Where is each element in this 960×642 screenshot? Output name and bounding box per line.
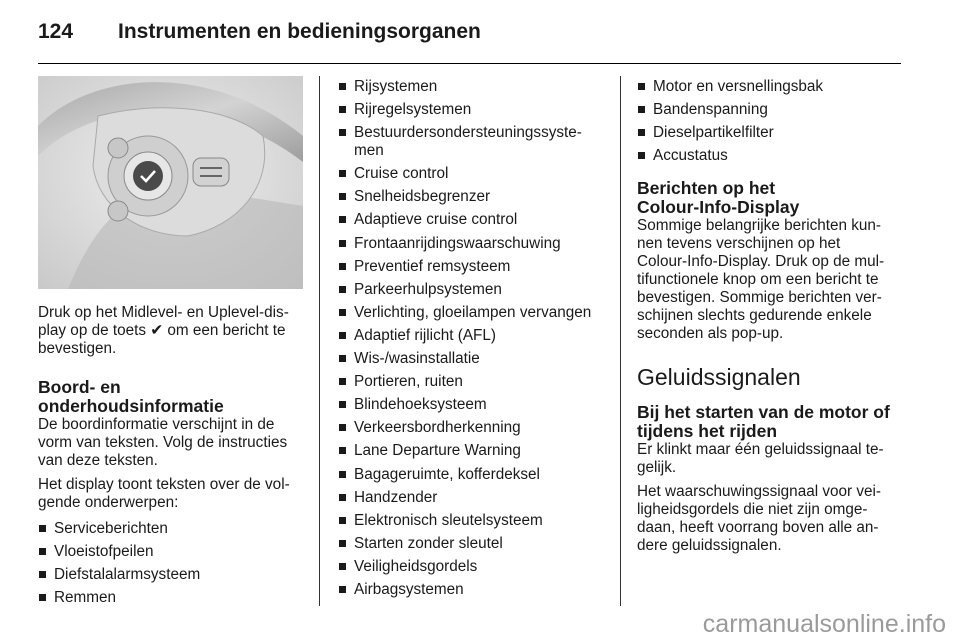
bullet-icon [339, 309, 346, 316]
bullet-icon [339, 447, 346, 454]
bullet-icon [339, 286, 346, 293]
checkmark-icon: ✔ [150, 322, 164, 339]
bullet-icon [39, 548, 46, 555]
bullet-icon [638, 129, 645, 136]
paragraph: De boordinformatie verschijnt in de vorm van teksten. Volg de instructies van deze teksten. [38, 416, 288, 469]
bullet-icon [339, 517, 346, 524]
list-item: Dieselpartikelfilter [637, 124, 907, 142]
column-2 [338, 78, 606, 604]
list-item: Vloeistofpeilen [38, 543, 308, 561]
bullet-icon [339, 563, 346, 570]
section-heading: Bij het starten van de motor of tijdens het rijden [637, 402, 890, 442]
list-item: Verkeersbordherkenning [338, 419, 606, 437]
bullet-icon [339, 129, 346, 136]
list-item: Serviceberichten [38, 520, 308, 538]
bullet-icon [339, 471, 346, 478]
bullet-icon [39, 594, 46, 601]
list-item: Motor en versnellingsbak [637, 78, 907, 96]
header-rule [38, 63, 901, 64]
list-item: Bagageruimte, kofferdeksel [338, 466, 606, 484]
bullet-icon [339, 540, 346, 547]
page-number: 124 [38, 20, 74, 43]
list-item: Diefstalalarmsysteem [38, 566, 308, 584]
column-divider-2 [620, 76, 621, 606]
list-item: Bestuurdersondersteuningssyste- men [338, 124, 606, 160]
paragraph: Er klinkt maar één geluidssignaal te- gelijk. [637, 441, 884, 477]
list-item: Veiligheidsgordels [338, 558, 606, 576]
list-item: Preventief remsysteem [338, 258, 606, 276]
list-item: Accustatus [637, 147, 907, 165]
paragraph: Het display toont teksten over de vol- gende onderwerpen: [38, 476, 290, 511]
bullet-icon [339, 106, 346, 113]
bullet-icon [339, 240, 346, 247]
chapter-heading: Geluidssignalen [637, 364, 801, 391]
intro-paragraph: Druk op het Midlevel- en Uplevel-dis- play op de toets ✔ om een bericht te bevestigen. [38, 304, 289, 357]
bullet-icon [339, 494, 346, 501]
bullet-icon [339, 586, 346, 593]
bullet-icon [339, 216, 346, 223]
list-item: Remmen [38, 589, 308, 607]
bullet-icon [638, 106, 645, 113]
list-item: Adaptieve cruise control [338, 211, 606, 229]
bullet-icon [339, 83, 346, 90]
page-title: Instrumenten en bedieningsorganen [118, 20, 481, 43]
list-item: Airbagsystemen [338, 581, 606, 599]
list-item: Blindehoeksysteem [338, 396, 606, 414]
bullet-icon [39, 525, 46, 532]
steering-wheel-illustration [38, 76, 303, 289]
bullet-icon [339, 263, 346, 270]
bullet-icon [339, 401, 346, 408]
list-item: Handzender [338, 489, 606, 507]
bullet-icon [339, 332, 346, 339]
section-heading: Berichten op het Colour-Info-Display [637, 178, 800, 218]
bullet-icon [638, 83, 645, 90]
list-item: Parkeerhulpsystemen [338, 281, 606, 299]
list-item: Rijregelsystemen [338, 101, 606, 119]
list-item: Portieren, ruiten [338, 373, 606, 391]
paragraph: Het waarschuwingssignaal voor vei- ligheidsgordels die niet zijn omge- daan, heeft voorrang boven alle an- dere geluidssignalen. [637, 483, 882, 555]
bullet-icon [339, 170, 346, 177]
list-item: Starten zonder sleutel [338, 535, 606, 553]
list-item: Lane Departure Warning [338, 442, 606, 460]
column-divider-1 [319, 76, 320, 606]
bullet-list [38, 520, 308, 607]
bullet-list [637, 78, 907, 165]
watermark: carmanualsonline.info [702, 610, 946, 638]
column-3 [637, 78, 907, 555]
bullet-icon [339, 355, 346, 362]
list-item: Frontaanrijdingswaarschuwing [338, 235, 606, 253]
list-item: Verlichting, gloeilampen vervangen [338, 304, 606, 322]
bullet-icon [339, 193, 346, 200]
bullet-icon [339, 424, 346, 431]
bullet-icon [638, 152, 645, 159]
list-item: Cruise control [338, 165, 606, 183]
bullet-icon [39, 571, 46, 578]
paragraph: Sommige belangrijke berichten kun- nen tevens verschijnen op het Colour-Info-Display. Druk op de mul- tifunctionele knop om een bericht te bevestigen. Sommige berichten ver- schijnen slechts gedurende enkele seconden als pop-up. [637, 217, 885, 343]
list-item: Snelheidsbegrenzer [338, 188, 606, 206]
section-heading: Boord- en onderhoudsinformatie [38, 377, 224, 416]
list-item: Bandenspanning [637, 101, 907, 119]
list-item: Elektronisch sleutelsysteem [338, 512, 606, 530]
column-1 [38, 304, 308, 612]
bullet-list [338, 78, 606, 599]
list-item: Rijsystemen [338, 78, 606, 96]
list-item: Adaptief rijlicht (AFL) [338, 327, 606, 345]
bullet-icon [339, 378, 346, 385]
list-item: Wis-/wasinstallatie [338, 350, 606, 368]
